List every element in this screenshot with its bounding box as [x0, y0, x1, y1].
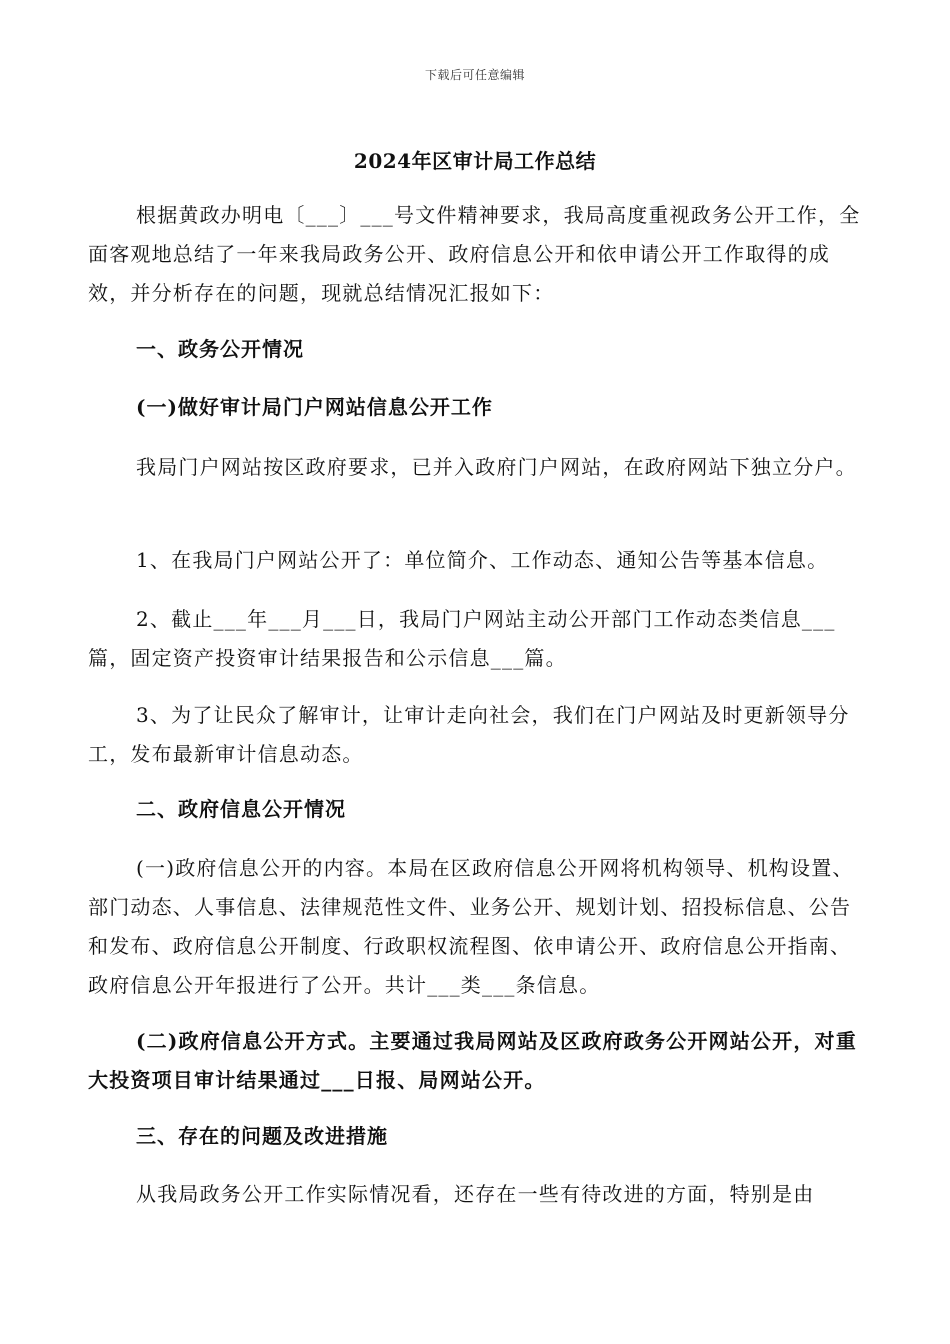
subsection-heading-1-1: (一)做好审计局门户网站信息公开工作: [136, 395, 493, 419]
paragraph-disclosure-content: (一)政府信息公开的内容。本局在区政府信息公开网将机构领导、机构设置、部门动态、人事信息、法律规范性文件、业务公开、规划计划、招投标信息、公告和发布、政府信息公开制度、行政职权流程图、依申请公开、政府信息公开指南、政府信息公开年报进行了公开。共计___类___条信息。: [88, 856, 854, 997]
section-heading-1: 一、政务公开情况: [136, 337, 304, 361]
list-item-3: 3、为了让民众了解审计，让审计走向社会，我们在门户网站及时更新领导分工，发布最新审计信息动态。: [88, 703, 850, 766]
list-item-1: 1、在我局门户网站公开了：单位简介、工作动态、通知公告等基本信息。: [136, 548, 829, 572]
list-item-2: 2、截止___年___月___日，我局门户网站主动公开部门工作动态类信息___篇，固定资产投资审计结果报告和公示信息___篇。: [88, 607, 836, 670]
header-note: 下载后可任意编辑: [424, 68, 525, 82]
section-heading-2: 二、政府信息公开情况: [136, 797, 346, 821]
paragraph-portal-website: 我局门户网站按区政府要求，已并入政府门户网站，在政府网站下独立分户。: [136, 455, 857, 479]
paragraph-problems: 从我局政务公开工作实际情况看，还存在一些有待改进的方面，特别是由: [136, 1182, 815, 1206]
section-heading-3: 三、存在的问题及改进措施: [136, 1124, 388, 1148]
paragraph-disclosure-method: (二)政府信息公开方式。主要通过我局网站及区政府政务公开网站公开，对重大投资项目审计结果通过___日报、局网站公开。: [88, 1029, 857, 1092]
intro-paragraph: 根据黄政办明电〔___〕___号文件精神要求，我局高度重视政务公开工作，全面客观地总结了一年来我局政务公开、政府信息公开和依申请公开工作取得的成效，并分析存在的问题，现就总结情况汇报如下：: [88, 203, 861, 305]
document-title: 2024年区审计局工作总结: [353, 149, 597, 173]
